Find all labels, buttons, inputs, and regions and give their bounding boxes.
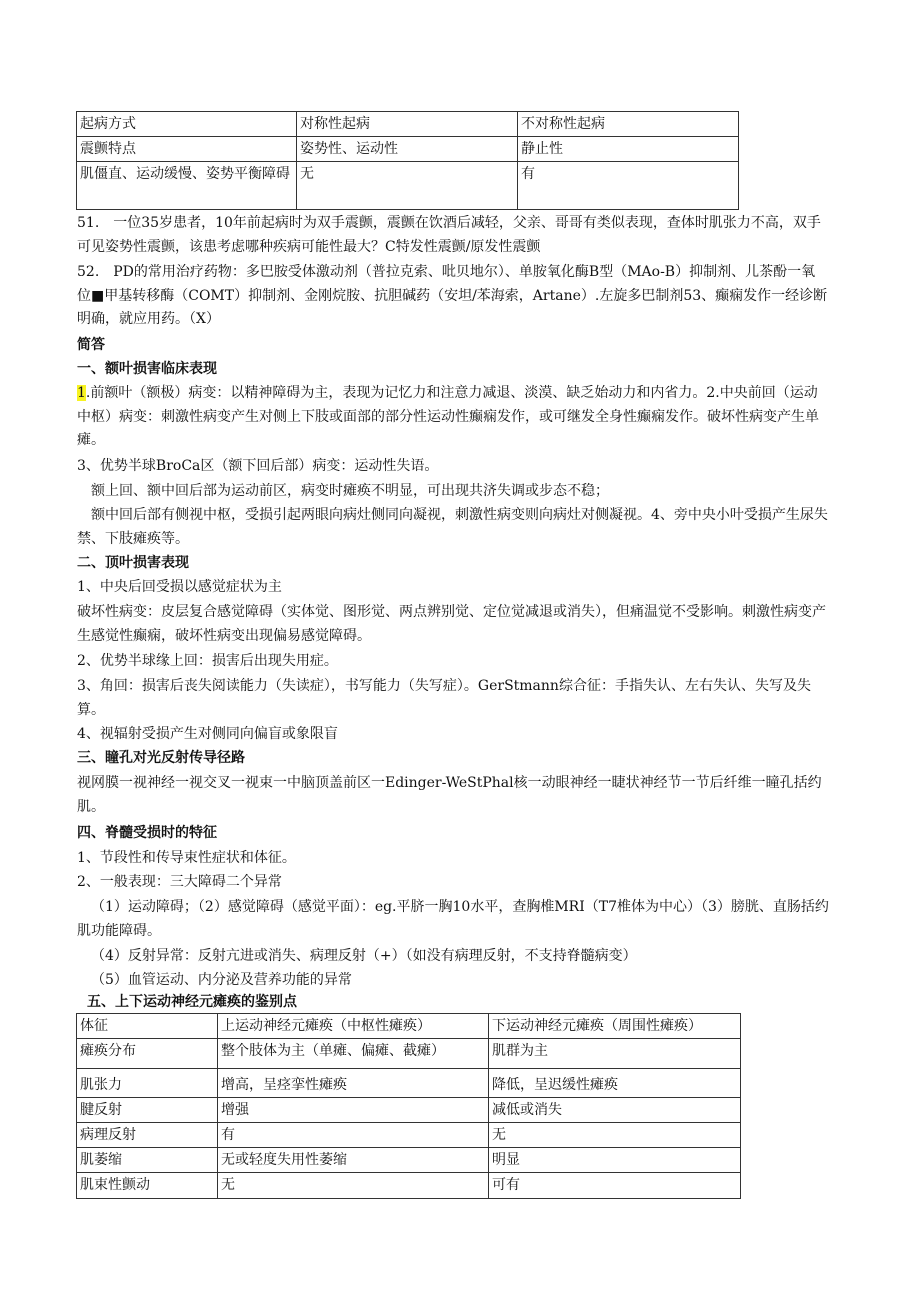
question-51: 51. 一位35岁患者，10年前起病时为双手震颤，震颤在饮酒后减轻，父亲、哥哥有类似表现，查体时肌张力不高，双手可见姿势性震颤，该患考虑哪种疾病可能性最大？C特发性震颤/原发性震颤: [77, 215, 821, 255]
table-cell: 病理反射: [77, 1123, 218, 1148]
frontal-heading: 一、额叶损害临床表现: [77, 361, 217, 377]
motor-neuron-heading: 五、上下运动神经元瘫痪的鉴别点: [87, 994, 297, 1010]
onset-comparison-table: [76, 111, 739, 210]
table-cell: 增高，呈痉挛性瘫痪: [218, 1069, 489, 1098]
table-cell: 肌束性颤动: [77, 1173, 218, 1199]
table-row: [77, 1123, 741, 1148]
spinal-paragraph-2: 2、一般表现：三大障碍二个异常: [77, 874, 282, 890]
table-row: [77, 1069, 741, 1098]
table-cell: 整个肢体为主（单瘫、偏瘫、截瘫）: [218, 1039, 489, 1069]
pupil-heading: 三、瞳孔对光反射传导径路: [77, 750, 245, 766]
table-row: [77, 1039, 741, 1069]
table-row: [77, 1173, 741, 1199]
table-cell: 瘫痪分布: [77, 1039, 218, 1069]
spinal-paragraph-1: 1、节段性和传导束性症状和体征。: [77, 850, 296, 866]
table-row: [77, 112, 739, 137]
table-cell: 无: [489, 1123, 741, 1148]
spinal-paragraph-4: （4）反射异常：反射亢进或消失、病理反射（+）（如没有病理反射，不支持脊髓病变）: [91, 948, 637, 964]
table-row: [77, 1098, 741, 1123]
table-cell: 起病方式: [77, 112, 297, 137]
table-cell: 不对称性起病: [518, 112, 739, 137]
table-cell: 降低，呈迟缓性瘫痪: [489, 1069, 741, 1098]
table-cell: 静止性: [518, 137, 739, 162]
table-row: [77, 162, 739, 210]
spinal-paragraph-3: （1）运动障碍；（2）感觉障碍（感觉平面）：eg.平脐一胸10水平，查胸椎MRI（T7椎体为中心）（3）膀胱、直肠括约肌功能障碍。: [77, 899, 829, 939]
question-52: 52. PD的常用治疗药物：多巴胺受体激动剂（普拉克索、吡贝地尔）、单胺氧化酶B型（MAo-B）抑制剂、儿茶酚一氧位■甲基转移酶（COMT）抑制剂、金刚烷胺、抗胆碱药（安坦/苯海索，Artane）.左旋多巴制剂53、癫痫发作一经诊断明确，就应用药。（X）: [77, 264, 828, 327]
table-cell: 肌僵直、运动缓慢、姿势平衡障碍: [77, 162, 297, 210]
frontal-paragraph-4: 额中回后部有侧视中枢，受损引起两眼向病灶侧同向凝视，刺激性病变则向病灶对侧凝视。4、旁中央小叶受损产生尿失禁、下肢瘫痪等。: [77, 507, 828, 547]
table-cell: 减低或消失: [489, 1098, 741, 1123]
frontal-paragraph-1: [77, 382, 829, 453]
table-cell: 上运动神经元瘫痪（中枢性瘫痪）: [218, 1014, 489, 1039]
motor-neuron-table: [76, 1013, 741, 1199]
table-cell: 可有: [489, 1173, 741, 1199]
table-cell: 肌张力: [77, 1069, 218, 1098]
table-cell: 肌萎缩: [77, 1148, 218, 1173]
table-row: [77, 1014, 741, 1039]
spinal-heading: 四、脊髓受损时的特征: [77, 825, 217, 841]
pupil-paragraph-1: 视网膜一视神经一视交叉一视束一中脑顶盖前区一Edinger-WeStPhal核一动眼神经一睫状神经节一节后纤维一瞳孔括约肌。: [77, 775, 822, 815]
frontal-paragraph-2: 3、优势半球BroCa区（额下回后部）病变：运动性失语。: [77, 458, 439, 474]
parietal-paragraph-1: 1、中央后回受损以感觉症状为主: [77, 579, 282, 595]
table-cell: 无或轻度失用性萎缩: [218, 1148, 489, 1173]
table-cell: 震颤特点: [77, 137, 297, 162]
parietal-paragraph-2: 破坏性病变：皮层复合感觉障碍（实体觉、图形觉、两点辨别觉、定位觉减退或消失），但痛温觉不受影响。刺激性病变产生感觉性癫痫，破坏性病变出现偏易感觉障碍。: [77, 604, 826, 644]
table-cell: 增强: [218, 1098, 489, 1123]
table-cell: 对称性起病: [297, 112, 518, 137]
table-cell: 肌群为主: [489, 1039, 741, 1069]
highlight-mark: 1: [77, 385, 86, 401]
table-row: [77, 137, 739, 162]
parietal-heading: 二、顶叶损害表现: [77, 555, 189, 571]
table-cell: 体征: [77, 1014, 218, 1039]
table-cell: 姿势性、运动性: [297, 137, 518, 162]
frontal-text-1: .前额叶（额极）病变：以精神障碍为主，表现为记忆力和注意力减退、淡漠、缺乏始动力和内省力。2.中央前回（运动中枢）病变：刺激性病变产生对侧上下肢或面部的部分性运动性癫痫发作，或可继发全身性癫痫发作。破坏性病变产生单瘫。: [77, 385, 819, 448]
parietal-paragraph-3: 2、优势半球缘上回：损害后出现失用症。: [77, 653, 338, 669]
table-cell: 明显: [489, 1148, 741, 1173]
table-cell: 有: [518, 162, 739, 210]
table-row: [77, 1148, 741, 1173]
table-cell: 无: [218, 1173, 489, 1199]
parietal-paragraph-5: 4、视辐射受损产生对侧同向偏盲或象限盲: [77, 726, 338, 742]
table-cell: 无: [297, 162, 518, 210]
section-title: 简答: [77, 337, 105, 353]
table-cell: 腱反射: [77, 1098, 218, 1123]
spinal-paragraph-5: （5）血管运动、内分泌及营养功能的异常: [91, 972, 352, 988]
parietal-paragraph-4: 3、角回：损害后丧失阅读能力（失读症），书写能力（失写症）。GerStmann综合征：手指失认、左右失认、失写及失算。: [77, 678, 811, 718]
frontal-paragraph-3: 额上回、额中回后部为运动前区，病变时瘫痪不明显，可出现共济失调或步态不稳；: [91, 483, 609, 499]
table-cell: 有: [218, 1123, 489, 1148]
table-cell: 下运动神经元瘫痪（周围性瘫痪）: [489, 1014, 741, 1039]
